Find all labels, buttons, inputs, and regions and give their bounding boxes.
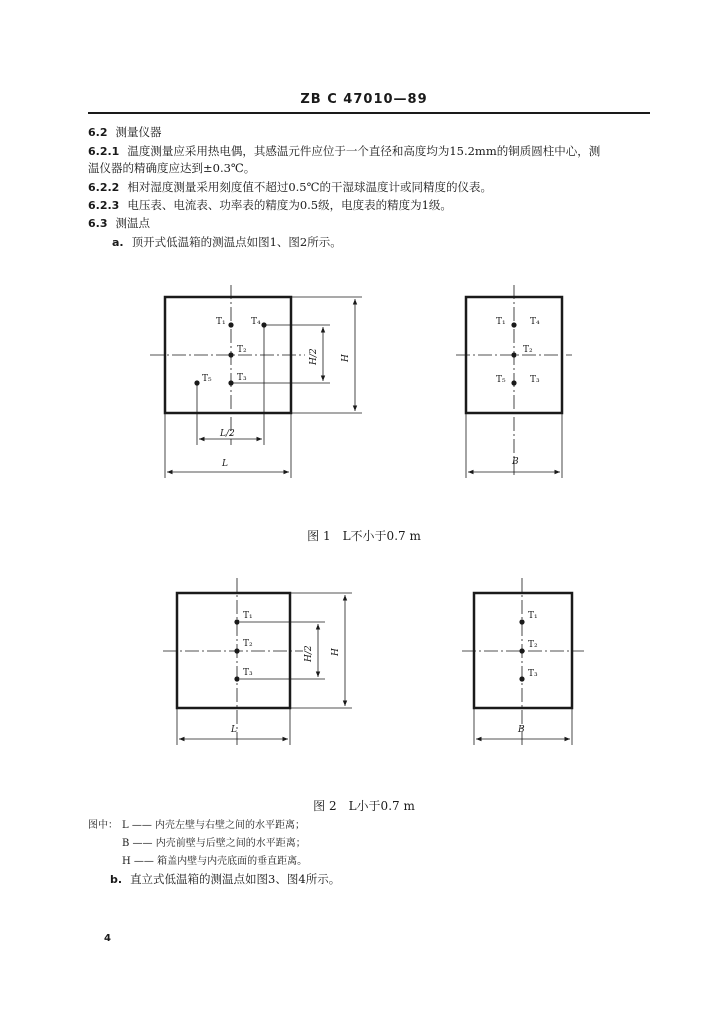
point-t4 xyxy=(261,322,266,327)
figure2-caption: 图 2 L小于0.7 m xyxy=(313,799,415,813)
label-l: L xyxy=(222,459,228,469)
label-t4: T₄ xyxy=(251,317,261,327)
item-b xyxy=(110,871,340,888)
label-h: H xyxy=(331,648,341,656)
point-t1 xyxy=(519,619,524,624)
figure2-right-diagram xyxy=(462,578,584,745)
label-t5: T₅ xyxy=(202,374,212,384)
label-t3: T₃ xyxy=(530,375,540,385)
label-h: H xyxy=(341,354,351,362)
legend-prefix: 图中： xyxy=(88,820,118,831)
label-t2: T₂ xyxy=(243,639,253,649)
point-t3 xyxy=(519,676,524,681)
legend-l: L —— 内壳左壁与右壁之间的水平距离； xyxy=(122,820,305,831)
section-title: 测温点 xyxy=(115,216,150,230)
page-number: 4 xyxy=(104,933,111,944)
paragraph-text: 相对湿度测量采用刻度值不超过0.5℃的干湿球温度计或同精度的仪表。 xyxy=(127,180,492,194)
point-t5-t3 xyxy=(511,380,516,385)
section-number: 6.3 xyxy=(88,217,108,230)
section-title: 测量仪器 xyxy=(115,125,162,139)
label-t1: T₁ xyxy=(496,317,506,327)
point-t2 xyxy=(228,352,233,357)
label-t4: T₄ xyxy=(530,317,540,327)
point-t5 xyxy=(194,380,199,385)
label-t3: T₃ xyxy=(528,669,538,679)
item-label: a. xyxy=(112,236,124,249)
label-t2: T₂ xyxy=(528,640,538,650)
chamber-outline xyxy=(177,593,290,708)
label-t5: T₅ xyxy=(496,375,506,385)
label-t2: T₂ xyxy=(523,345,533,355)
label-t1: T₁ xyxy=(528,611,538,621)
label-t3: T₃ xyxy=(237,373,247,383)
section-number: 6.2.2 xyxy=(88,181,120,194)
item-text: 顶开式低温箱的测温点如图1、图2所示。 xyxy=(131,235,342,249)
label-t3: T₃ xyxy=(243,668,253,678)
paragraph-continuation: 温仪器的精确度应达到±0.3℃。 xyxy=(88,161,256,175)
label-b: B xyxy=(518,725,525,735)
point-t3 xyxy=(228,380,233,385)
figure1-left-diagram xyxy=(150,285,362,478)
label-l: L xyxy=(231,725,237,735)
paragraph-text: 温度测量应采用热电偶，其感温元件应位于一个直径和高度均为15.2mm的铜质圆柱中心，测 xyxy=(127,144,601,158)
point-t2 xyxy=(511,352,516,357)
item-label: b. xyxy=(110,873,123,886)
section-number: 6.2.1 xyxy=(88,145,120,158)
label-half-h: H/2 xyxy=(304,645,314,662)
point-t1 xyxy=(234,619,239,624)
label-t2: T₂ xyxy=(237,345,247,355)
label-t1: T₁ xyxy=(243,611,253,621)
figure2-left-diagram xyxy=(163,578,352,745)
label-t1: T₁ xyxy=(216,317,226,327)
point-t1 xyxy=(228,322,233,327)
point-t3 xyxy=(234,676,239,681)
point-t2 xyxy=(519,648,524,653)
legend-h: H —— 箱盖内壁与内壳底面的垂直距离。 xyxy=(122,856,308,867)
label-half-h: H/2 xyxy=(309,348,319,365)
point-t2 xyxy=(234,648,239,653)
section-number: 6.2 xyxy=(88,126,108,139)
section-number: 6.2.3 xyxy=(88,199,120,212)
figure1-caption: 图 1 L不小于0.7 m xyxy=(307,529,421,543)
legend-b: B —— 内壳前壁与后壁之间的水平距离； xyxy=(122,838,306,849)
paragraph-text: 电压表、电流表、功率表的精度为0.5级，电度表的精度为1级。 xyxy=(127,198,452,212)
point-t1-t4 xyxy=(511,322,516,327)
item-text: 直立式低温箱的测温点如图3、图4所示。 xyxy=(130,872,341,886)
label-half-l: L/2 xyxy=(220,429,235,439)
label-b: B xyxy=(512,457,519,467)
document-header: ZB C 47010—89 xyxy=(300,92,428,107)
